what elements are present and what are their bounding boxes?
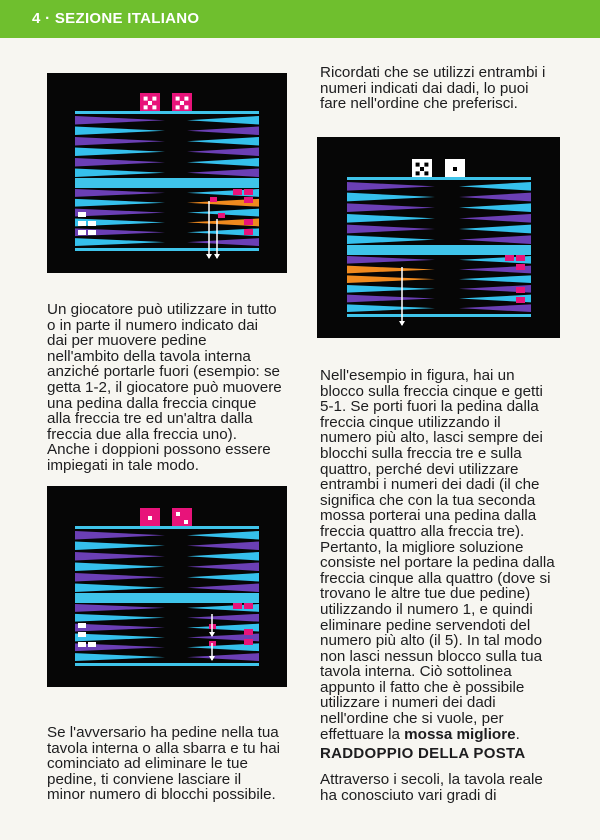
checker (88, 221, 96, 226)
point-wedge (347, 225, 435, 234)
die-pip (184, 520, 188, 524)
point-wedge (187, 552, 259, 561)
point-wedge (187, 531, 259, 540)
move-arrow-head (214, 254, 220, 259)
point-wedge (75, 552, 165, 561)
die-pip (152, 105, 156, 109)
point-wedge (75, 137, 165, 146)
point-wedge (459, 304, 531, 312)
paragraph-opponent-pieces: Se l'avversario ha pedine nella tua tavola interna o alla sbarra e tu hai cominciato ad eliminare le tue pedine, ti conviene lasciare il minor numero di blocchi possibile. (47, 724, 281, 804)
checker (516, 297, 525, 303)
checker (516, 255, 525, 261)
point-wedge (75, 604, 165, 612)
point-wedge (187, 563, 259, 572)
best-move-emphasis: mossa migliore (404, 725, 516, 743)
point-wedge (75, 209, 165, 217)
point-wedge (187, 584, 259, 593)
checker (78, 212, 86, 217)
die-pip (180, 101, 184, 105)
point-wedge (459, 275, 531, 283)
point-wedge (347, 295, 435, 303)
page-section-title: 4 · SEZIONE ITALIANO (32, 10, 200, 27)
backgammon-board-3 (47, 486, 287, 687)
paragraph-example-end: . (515, 725, 520, 743)
backgammon-board-2 (317, 137, 560, 338)
point-wedge (75, 199, 165, 207)
paragraph-example-block (320, 368, 585, 742)
point-wedge (75, 169, 165, 178)
point-wedge (459, 214, 531, 223)
checker (78, 230, 86, 235)
point-wedge (75, 584, 165, 593)
die-pip (176, 512, 180, 516)
checker (516, 287, 525, 293)
point-wedge (347, 266, 435, 274)
point-wedge (75, 634, 165, 642)
board-bottom-edge (347, 314, 531, 317)
point-wedge (187, 238, 259, 246)
die-pip (148, 516, 152, 520)
die-pip (424, 171, 428, 175)
point-wedge (347, 275, 435, 283)
point-wedge (187, 116, 259, 125)
board-3-graphic (47, 486, 287, 687)
point-wedge (347, 193, 435, 202)
point-wedge (187, 158, 259, 167)
checker (233, 603, 242, 609)
checker (78, 642, 86, 647)
die-pip (176, 105, 180, 109)
board-2-graphic (317, 137, 560, 338)
point-wedge (75, 653, 165, 661)
point-wedge (187, 148, 259, 157)
point-wedge (347, 256, 435, 264)
point-wedge (347, 214, 435, 223)
paragraph-order-of-dice: Ricordati che se utilizzi entrambi i numeri indicati dai dadi, lo puoi fare nell'ordine che preferisci. (320, 64, 546, 113)
move-arrow-head (206, 254, 212, 259)
die-pip (176, 97, 180, 101)
point-wedge (459, 203, 531, 212)
backgammon-board-1 (47, 73, 287, 273)
point-wedge (75, 614, 165, 622)
point-wedge (75, 563, 165, 572)
move-arrow-head (399, 321, 405, 326)
checker (244, 189, 253, 195)
point-wedge (75, 127, 165, 136)
die-pip (416, 163, 420, 167)
board-top-edge (75, 526, 259, 529)
point-wedge (459, 225, 531, 234)
board-center-bar (75, 178, 259, 188)
point-wedge (187, 542, 259, 551)
die (172, 508, 192, 528)
board-bottom-edge (75, 663, 259, 666)
die-pip (148, 101, 152, 105)
checker (78, 221, 86, 226)
checker (78, 632, 86, 637)
point-wedge (187, 137, 259, 146)
point-wedge (459, 235, 531, 244)
die-pip (453, 167, 457, 171)
point-wedge (347, 285, 435, 293)
point-wedge (75, 116, 165, 125)
die-pip (184, 97, 188, 101)
die-pip (144, 97, 148, 101)
point-wedge (187, 127, 259, 136)
point-wedge (459, 193, 531, 202)
checker (244, 219, 253, 225)
board-top-edge (75, 111, 259, 114)
point-wedge (459, 182, 531, 191)
die-pip (416, 171, 420, 175)
checker (210, 197, 217, 202)
checker (218, 213, 225, 218)
checker (244, 229, 253, 235)
board-top-edge (347, 177, 531, 180)
paragraph-raddoppio-intro: Attraverso i secoli, la tavola reale ha conosciuto vari gradi di (320, 771, 543, 804)
checker (244, 629, 253, 635)
board-center-bar (347, 245, 531, 255)
paragraph-bear-off-partial: Un giocatore può utilizzare in tutto o in parte il numero indicato dai dai per muovere pedine nell'ambito della tavola interna anziché portarle fuori (esempio: se getta 1-2, il giocatore può muovere una pedina dalla freccia cinque alla freccia tre ed un'altra dalla freccia due alla freccia uno). Anche i doppioni possono essere impiegati in tale modo. (47, 301, 282, 474)
board-bottom-edge (75, 248, 259, 251)
die-pip (184, 105, 188, 109)
point-wedge (187, 573, 259, 582)
point-wedge (75, 542, 165, 551)
checker (244, 603, 253, 609)
board-center-bar (75, 593, 259, 603)
point-wedge (75, 189, 165, 197)
point-wedge (75, 624, 165, 632)
point-wedge (187, 614, 259, 622)
point-wedge (75, 531, 165, 540)
point-wedge (75, 573, 165, 582)
die-pip (424, 163, 428, 167)
point-wedge (347, 304, 435, 312)
paragraph-example-text: Nell'esempio in figura, hai un blocco sulla freccia cinque e getti 5-1. Se porti fuori la pedina dalla freccia cinque utilizzando il numero più alto, lasci sempre dei blocchi sulla freccia tre e sulla quattro, perché devi utilizzare entrambi i numeri dei dadi (il che significa che con la tua seconda mossa porterai una pedina dalla freccia quattro alla freccia tre). Pertanto, la migliore soluzione consiste nel portare la pedina dalla freccia cinque alla quattro (dove si trovano le altre tue due pedine) utilizzando il numero 1, e quindi eliminare pedine servendoti del numero più alto (il 5). In tal modo non lasci nessun blocco sulla tua tavola interna. Ciò sottolinea appunto il fatto che è possibile utilizzare i numeri dei dadi nell'ordine che si vuole, per effettuare la (320, 367, 555, 743)
point-wedge (75, 158, 165, 167)
checker (516, 264, 525, 270)
point-wedge (75, 238, 165, 246)
point-wedge (75, 148, 165, 157)
point-wedge (347, 182, 435, 191)
heading-raddoppio: RADDOPPIO DELLA POSTA (320, 745, 526, 762)
point-wedge (347, 235, 435, 244)
die-pip (152, 97, 156, 101)
board-1-graphic (47, 73, 287, 273)
point-wedge (187, 653, 259, 661)
point-wedge (187, 169, 259, 178)
checker (88, 642, 96, 647)
checker (244, 639, 253, 645)
checker (244, 197, 253, 203)
die-pip (144, 105, 148, 109)
checker (78, 623, 86, 628)
checker (233, 189, 242, 195)
checker (505, 255, 514, 261)
die-pip (420, 167, 424, 171)
point-wedge (347, 203, 435, 212)
checker (88, 230, 96, 235)
